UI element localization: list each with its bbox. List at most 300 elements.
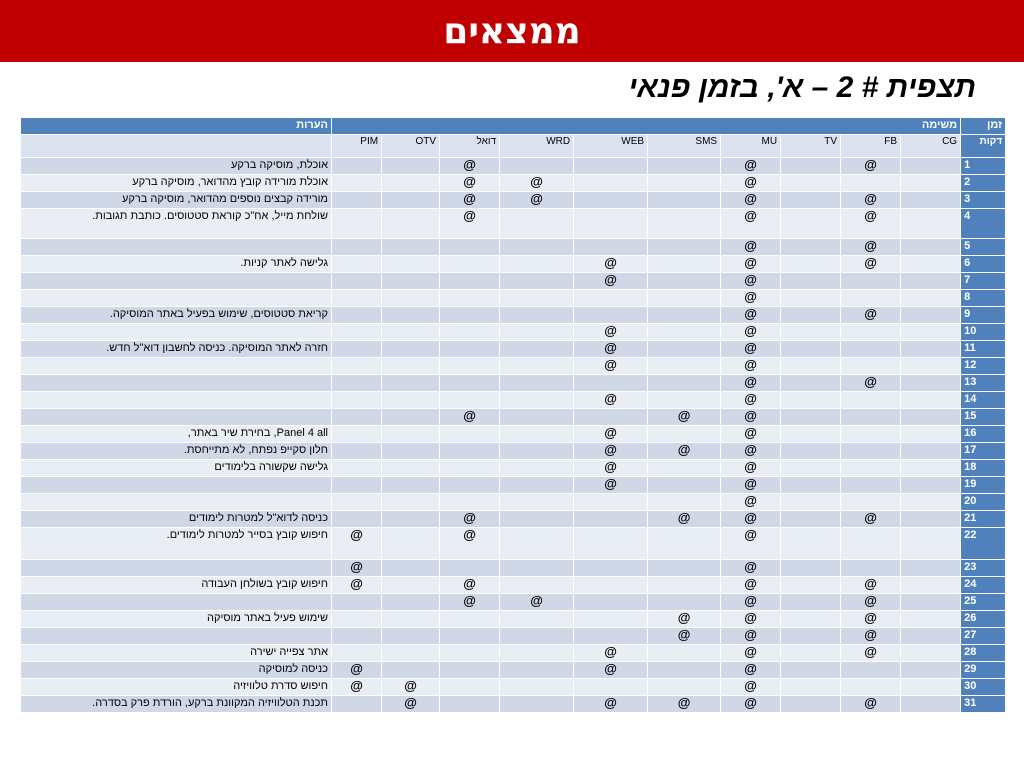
- column-header: WEB: [574, 135, 648, 158]
- minute-cell: 11: [961, 341, 1006, 358]
- minute-cell: 3: [961, 192, 1006, 209]
- usage-cell: @: [721, 611, 781, 628]
- minute-cell: 20: [961, 494, 1006, 511]
- usage-cell: @: [648, 409, 721, 426]
- table-row: [21, 409, 1006, 426]
- column-header: MU: [721, 135, 781, 158]
- note-cell: [21, 628, 332, 645]
- usage-cell: [440, 460, 500, 477]
- note-cell: [21, 324, 332, 341]
- minute-cell: 30: [961, 679, 1006, 696]
- usage-cell: @: [841, 256, 901, 273]
- usage-cell: @: [841, 209, 901, 239]
- usage-cell: [574, 290, 648, 307]
- usage-cell: @: [648, 628, 721, 645]
- usage-cell: @: [574, 477, 648, 494]
- column-header: SMS: [648, 135, 721, 158]
- column-header: FB: [841, 135, 901, 158]
- usage-cell: [500, 409, 574, 426]
- usage-cell: [781, 358, 841, 375]
- usage-cell: @: [574, 358, 648, 375]
- usage-cell: [440, 443, 500, 460]
- usage-cell: @: [841, 307, 901, 324]
- usage-cell: @: [574, 273, 648, 290]
- usage-cell: [781, 192, 841, 209]
- usage-cell: @: [574, 392, 648, 409]
- usage-cell: [901, 324, 961, 341]
- usage-cell: @: [721, 209, 781, 239]
- usage-cell: [648, 358, 721, 375]
- usage-cell: [382, 256, 440, 273]
- usage-cell: [500, 239, 574, 256]
- usage-cell: [500, 273, 574, 290]
- usage-cell: [648, 460, 721, 477]
- usage-cell: [332, 290, 382, 307]
- usage-cell: [574, 209, 648, 239]
- usage-cell: [901, 511, 961, 528]
- table-row: [21, 392, 1006, 409]
- note-cell: חיפוש סדרת טלוויזיה: [21, 679, 332, 696]
- usage-cell: [841, 358, 901, 375]
- usage-cell: [382, 645, 440, 662]
- usage-cell: [574, 628, 648, 645]
- usage-cell: [781, 175, 841, 192]
- usage-cell: [901, 594, 961, 611]
- minute-cell: 4: [961, 209, 1006, 239]
- usage-cell: [648, 290, 721, 307]
- usage-cell: @: [721, 528, 781, 560]
- usage-cell: @: [574, 341, 648, 358]
- table-row: [21, 273, 1006, 290]
- usage-cell: @: [574, 324, 648, 341]
- note-cell: כניסה לדוא"ל למטרות לימודים: [21, 511, 332, 528]
- usage-cell: [440, 679, 500, 696]
- usage-cell: [332, 409, 382, 426]
- usage-cell: [440, 239, 500, 256]
- usage-cell: @: [648, 611, 721, 628]
- usage-cell: [841, 324, 901, 341]
- usage-cell: [574, 158, 648, 175]
- usage-cell: [841, 443, 901, 460]
- usage-cell: [500, 426, 574, 443]
- usage-cell: [901, 273, 961, 290]
- usage-cell: [901, 239, 961, 256]
- usage-cell: [781, 409, 841, 426]
- usage-cell: @: [574, 460, 648, 477]
- usage-cell: [841, 392, 901, 409]
- minute-cell: 27: [961, 628, 1006, 645]
- usage-cell: [500, 256, 574, 273]
- usage-cell: [332, 443, 382, 460]
- usage-cell: [781, 477, 841, 494]
- minute-cell: 24: [961, 577, 1006, 594]
- usage-cell: [574, 560, 648, 577]
- usage-cell: [781, 209, 841, 239]
- usage-cell: [382, 307, 440, 324]
- usage-cell: @: [648, 443, 721, 460]
- usage-cell: @: [721, 307, 781, 324]
- table-row: [21, 256, 1006, 273]
- usage-cell: [500, 696, 574, 713]
- usage-cell: [332, 307, 382, 324]
- usage-cell: @: [500, 594, 574, 611]
- usage-cell: [382, 628, 440, 645]
- usage-cell: [781, 375, 841, 392]
- usage-cell: [574, 409, 648, 426]
- usage-cell: @: [440, 158, 500, 175]
- column-header-notes-blank: [21, 135, 332, 158]
- usage-cell: [901, 528, 961, 560]
- minute-cell: 5: [961, 239, 1006, 256]
- usage-cell: @: [332, 560, 382, 577]
- usage-cell: [901, 662, 961, 679]
- usage-cell: @: [440, 175, 500, 192]
- table-row: [21, 696, 1006, 713]
- usage-cell: @: [574, 443, 648, 460]
- usage-cell: [648, 528, 721, 560]
- minute-cell: 6: [961, 256, 1006, 273]
- table-row: [21, 358, 1006, 375]
- usage-cell: @: [721, 192, 781, 209]
- usage-cell: [382, 477, 440, 494]
- usage-cell: @: [500, 175, 574, 192]
- usage-cell: @: [721, 392, 781, 409]
- minute-cell: 25: [961, 594, 1006, 611]
- usage-cell: [648, 239, 721, 256]
- column-header: PIM: [332, 135, 382, 158]
- usage-cell: [901, 426, 961, 443]
- usage-cell: [382, 494, 440, 511]
- usage-cell: [901, 392, 961, 409]
- minute-cell: 17: [961, 443, 1006, 460]
- usage-cell: [500, 460, 574, 477]
- minute-cell: 7: [961, 273, 1006, 290]
- usage-cell: [382, 358, 440, 375]
- usage-cell: [648, 158, 721, 175]
- usage-cell: [648, 494, 721, 511]
- usage-cell: [901, 577, 961, 594]
- minute-cell: 21: [961, 511, 1006, 528]
- header-row-columns: [21, 135, 1006, 158]
- minute-cell: 19: [961, 477, 1006, 494]
- usage-cell: @: [382, 679, 440, 696]
- table-row: [21, 679, 1006, 696]
- usage-cell: [500, 628, 574, 645]
- usage-cell: @: [841, 511, 901, 528]
- usage-cell: [440, 494, 500, 511]
- usage-cell: [500, 307, 574, 324]
- usage-cell: [440, 324, 500, 341]
- usage-cell: @: [721, 628, 781, 645]
- usage-cell: [781, 628, 841, 645]
- usage-cell: [781, 256, 841, 273]
- minute-cell: 1: [961, 158, 1006, 175]
- usage-cell: [500, 611, 574, 628]
- usage-cell: [901, 256, 961, 273]
- usage-cell: [841, 290, 901, 307]
- usage-cell: @: [500, 192, 574, 209]
- usage-cell: [500, 158, 574, 175]
- usage-cell: @: [574, 645, 648, 662]
- note-cell: חזרה לאתר המוסיקה. כניסה לחשבון דוא"ל חדש.: [21, 341, 332, 358]
- usage-cell: [332, 256, 382, 273]
- column-header: TV: [781, 135, 841, 158]
- usage-cell: [332, 696, 382, 713]
- usage-cell: [382, 209, 440, 239]
- usage-cell: [332, 392, 382, 409]
- usage-cell: @: [648, 696, 721, 713]
- note-cell: חיפוש קובץ בסייר למטרות לימודים.: [21, 528, 332, 560]
- usage-cell: [901, 494, 961, 511]
- table-row: [21, 443, 1006, 460]
- usage-cell: [440, 358, 500, 375]
- usage-cell: [648, 307, 721, 324]
- usage-cell: [901, 560, 961, 577]
- usage-cell: @: [721, 696, 781, 713]
- usage-cell: [500, 477, 574, 494]
- usage-cell: [440, 392, 500, 409]
- usage-cell: [648, 662, 721, 679]
- note-cell: Panel 4 all, בחירת שיר באתר,: [21, 426, 332, 443]
- usage-cell: [901, 290, 961, 307]
- usage-cell: [648, 426, 721, 443]
- usage-cell: [841, 662, 901, 679]
- header-task: משימה: [332, 118, 961, 135]
- usage-cell: [500, 358, 574, 375]
- usage-cell: [574, 175, 648, 192]
- usage-cell: [781, 528, 841, 560]
- usage-cell: [901, 209, 961, 239]
- usage-cell: [781, 443, 841, 460]
- usage-cell: [781, 158, 841, 175]
- usage-cell: [332, 273, 382, 290]
- usage-cell: [841, 426, 901, 443]
- usage-cell: @: [841, 158, 901, 175]
- note-cell: [21, 560, 332, 577]
- usage-cell: @: [721, 477, 781, 494]
- usage-cell: [440, 611, 500, 628]
- usage-cell: @: [721, 290, 781, 307]
- usage-cell: [781, 273, 841, 290]
- header-minutes: דקות: [961, 135, 1006, 158]
- note-cell: [21, 239, 332, 256]
- usage-cell: [901, 175, 961, 192]
- usage-cell: [332, 477, 382, 494]
- usage-cell: [382, 192, 440, 209]
- usage-cell: [574, 594, 648, 611]
- usage-cell: [332, 324, 382, 341]
- usage-cell: @: [332, 577, 382, 594]
- usage-cell: [901, 192, 961, 209]
- usage-cell: [781, 696, 841, 713]
- minute-cell: 22: [961, 528, 1006, 560]
- usage-cell: @: [721, 460, 781, 477]
- usage-cell: @: [721, 175, 781, 192]
- minute-cell: 10: [961, 324, 1006, 341]
- header-time: זמן: [961, 118, 1006, 135]
- usage-cell: [382, 273, 440, 290]
- usage-cell: @: [841, 628, 901, 645]
- usage-cell: [574, 577, 648, 594]
- usage-cell: @: [574, 696, 648, 713]
- table-row: [21, 560, 1006, 577]
- usage-cell: @: [721, 409, 781, 426]
- note-cell: חלון סקייפ נפתח, לא מתייחסת.: [21, 443, 332, 460]
- table-row: [21, 611, 1006, 628]
- table-row: [21, 494, 1006, 511]
- usage-cell: [440, 696, 500, 713]
- slide-subtitle: תצפית # 2 – א', בזמן פנאי: [628, 71, 976, 104]
- table-row: [21, 192, 1006, 209]
- note-cell: קריאת סטטוסים, שימוש בפעיל באתר המוסיקה.: [21, 307, 332, 324]
- minute-cell: 15: [961, 409, 1006, 426]
- usage-cell: @: [721, 341, 781, 358]
- usage-cell: [781, 324, 841, 341]
- usage-cell: @: [648, 511, 721, 528]
- usage-cell: [440, 477, 500, 494]
- usage-cell: [781, 611, 841, 628]
- usage-cell: @: [841, 192, 901, 209]
- minute-cell: 26: [961, 611, 1006, 628]
- note-cell: כניסה למוסיקה: [21, 662, 332, 679]
- usage-cell: [781, 426, 841, 443]
- usage-cell: [382, 239, 440, 256]
- table-row: [21, 577, 1006, 594]
- usage-cell: [648, 273, 721, 290]
- usage-cell: [781, 511, 841, 528]
- usage-cell: [841, 494, 901, 511]
- usage-cell: [781, 290, 841, 307]
- usage-cell: [901, 375, 961, 392]
- usage-cell: [440, 273, 500, 290]
- usage-cell: [440, 290, 500, 307]
- usage-cell: @: [721, 158, 781, 175]
- usage-cell: [332, 611, 382, 628]
- table-row: [21, 460, 1006, 477]
- usage-cell: [841, 679, 901, 696]
- usage-cell: [841, 477, 901, 494]
- usage-cell: @: [721, 594, 781, 611]
- usage-cell: [841, 460, 901, 477]
- table-row: [21, 375, 1006, 392]
- usage-cell: @: [721, 256, 781, 273]
- usage-cell: [901, 477, 961, 494]
- title-banner: [0, 0, 1024, 62]
- table-row: [21, 594, 1006, 611]
- usage-cell: @: [440, 594, 500, 611]
- usage-cell: [841, 273, 901, 290]
- column-header: OTV: [382, 135, 440, 158]
- usage-cell: [648, 324, 721, 341]
- minute-cell: 18: [961, 460, 1006, 477]
- usage-cell: [382, 662, 440, 679]
- usage-cell: [781, 239, 841, 256]
- usage-cell: [500, 494, 574, 511]
- note-cell: גלישה לאתר קניות.: [21, 256, 332, 273]
- usage-cell: [901, 158, 961, 175]
- usage-cell: @: [841, 645, 901, 662]
- usage-cell: [382, 290, 440, 307]
- minute-cell: 13: [961, 375, 1006, 392]
- usage-cell: [382, 375, 440, 392]
- usage-cell: @: [440, 577, 500, 594]
- usage-cell: @: [440, 209, 500, 239]
- usage-cell: [841, 528, 901, 560]
- usage-cell: [500, 645, 574, 662]
- usage-cell: [382, 577, 440, 594]
- usage-cell: [781, 594, 841, 611]
- usage-cell: [332, 192, 382, 209]
- usage-cell: [648, 209, 721, 239]
- usage-cell: @: [721, 560, 781, 577]
- usage-cell: @: [721, 443, 781, 460]
- usage-cell: @: [721, 358, 781, 375]
- usage-cell: [332, 341, 382, 358]
- usage-cell: [841, 175, 901, 192]
- usage-cell: [574, 611, 648, 628]
- table-row: [21, 239, 1006, 256]
- usage-cell: [648, 175, 721, 192]
- usage-cell: [574, 307, 648, 324]
- table-row: [21, 341, 1006, 358]
- slide-title: ממצאים: [443, 11, 581, 52]
- usage-cell: [648, 577, 721, 594]
- usage-cell: @: [721, 577, 781, 594]
- usage-cell: [382, 528, 440, 560]
- usage-cell: [440, 307, 500, 324]
- usage-cell: [332, 209, 382, 239]
- note-cell: מורידה קבצים נוספים מהדואר, מוסיקה ברקע: [21, 192, 332, 209]
- usage-cell: [574, 375, 648, 392]
- usage-cell: [648, 192, 721, 209]
- usage-cell: [574, 494, 648, 511]
- column-header: דואל: [440, 135, 500, 158]
- usage-cell: [841, 341, 901, 358]
- usage-cell: [500, 290, 574, 307]
- minute-cell: 16: [961, 426, 1006, 443]
- table-row: [21, 511, 1006, 528]
- usage-cell: [332, 494, 382, 511]
- note-cell: אתר צפייה ישירה: [21, 645, 332, 662]
- usage-cell: [382, 611, 440, 628]
- usage-cell: [574, 192, 648, 209]
- minute-cell: 14: [961, 392, 1006, 409]
- usage-cell: [382, 426, 440, 443]
- usage-cell: [781, 645, 841, 662]
- usage-cell: [901, 628, 961, 645]
- usage-cell: [332, 175, 382, 192]
- note-cell: [21, 375, 332, 392]
- table-row: [21, 175, 1006, 192]
- usage-cell: @: [841, 239, 901, 256]
- usage-cell: [500, 511, 574, 528]
- observation-table: [20, 117, 1006, 713]
- usage-cell: [841, 560, 901, 577]
- usage-cell: @: [721, 679, 781, 696]
- note-cell: אוכלת, מוסיקה ברקע: [21, 158, 332, 175]
- note-cell: [21, 494, 332, 511]
- usage-cell: [500, 443, 574, 460]
- usage-cell: @: [332, 662, 382, 679]
- note-cell: [21, 594, 332, 611]
- usage-cell: [500, 577, 574, 594]
- usage-cell: @: [574, 426, 648, 443]
- note-cell: [21, 409, 332, 426]
- table-row: [21, 307, 1006, 324]
- usage-cell: [500, 679, 574, 696]
- usage-cell: @: [841, 375, 901, 392]
- usage-cell: [901, 611, 961, 628]
